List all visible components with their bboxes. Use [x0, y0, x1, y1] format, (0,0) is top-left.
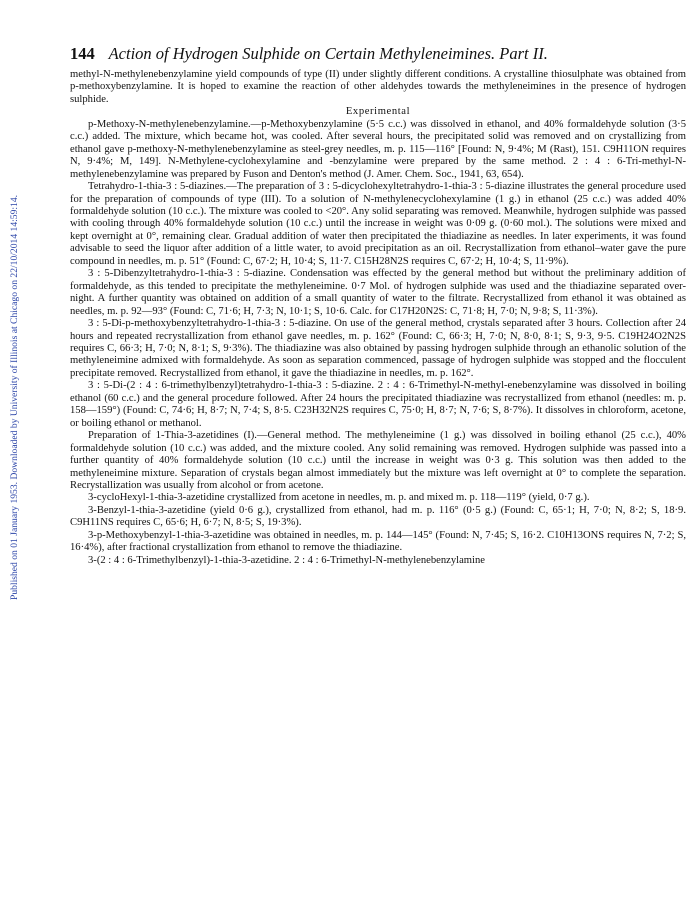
body-paragraph: p-Methoxy-N-methylenebenzylamine.—p-Methoxybenzylamine (5·5 c.c.) was dissolved in ethanol, and 40% formaldehyde solution (3·5 c.c.) added. The mixture, which became hot, was cooled. After several hours, the precipitated solid was removed and on crystallizing from ethanol gave p-methoxy-N-methylenebenzylamine as steel-grey needles, m. p. 115—116° [Found: N, 9·4%; M (Rast), 151. C9H11ON requires N, 9·4%; M, 149]. N-Methylene-cyclohexylamine and -benzylamine were prepared by the same method. 2 : 4 : 6-Tri-methyl-N-methylenebenzylamine was prepared by Fuson and Denton's method (J. Amer. Chem. Soc., 1941, 63, 654).	[70, 118, 686, 180]
download-watermark: Published on 01 January 1953. Downloaded by University of Illinois at Chicago on 22/10/2014 14:59:14.	[9, 194, 20, 600]
body-paragraph: 3-cycloHexyl-1-thia-3-azetidine crystallized from acetone in needles, m. p. and mixed m. p. 118—119° (yield, 0·7 g.).	[88, 492, 590, 504]
body-paragraph: 3 : 5-Dibenzyltetrahydro-1-thia-3 : 5-diazine. Condensation was effected by the general method but without the preliminary addition of formaldehyde, as this tended to precipitate the methyleneimine. 0·7 Mol. of hydrogen sulphide was used and the thiadiazine separated over-night. A further quantity was obtained on addition of a small quantity of water to the filtrate. Recrystallized from ethanol it was obtained as needles, m. p. 92—93° (Found: C, 71·6; H, 7·3; N, 10·1; S, 10·6. Calc. for C17H20N2S: C, 71·8; H, 7·0; N, 9·8; S, 11·3%).	[70, 268, 686, 317]
body-paragraph: 3-p-Methoxybenzyl-1-thia-3-azetidine was obtained in needles, m. p. 144—145° (Found: N, 7·45; S, 16·2. C10H13ONS requires N, 7·2; S, 16·4%), after fractional crystallization from ethanol to remove the thiadiazine.	[70, 529, 686, 554]
section-heading: Experimental	[345, 106, 411, 118]
body-paragraph: 3-(2 : 4 : 6-Trimethylbenzyl)-1-thia-3-azetidine. 2 : 4 : 6-Trimethyl-N-methylenebenzylamine	[88, 554, 485, 566]
page-number: 144	[70, 44, 95, 63]
article-body	[70, 69, 686, 567]
body-paragraph: 3 : 5-Di-(2 : 4 : 6-trimethylbenzyl)tetrahydro-1-thia-3 : 5-diazine. 2 : 4 : 6-Trimethyl-N-methyl-enebenzylamine was dissolved in boiling ethanol (60 c.c.) and the general procedure followed. After 24 hours the precipitated thiadiazine was recrystallized from ethanol (needles: m. p. 158—159°) (Found: C, 74·6; H, 8·7; N, 7·4; S, 8·5. C23H32N2S requires C, 75·0; H, 8·7; N, 7·6; S, 8·7%). It dissolves in chloroform, acetone, or boiling ethanol or methanol.	[70, 380, 686, 429]
article-page	[70, 44, 686, 567]
body-paragraph: Tetrahydro-1-thia-3 : 5-diazines.—The preparation of 3 : 5-dicyclohexyltetrahydro-1-thia-3 : 5-diazine illustrates the general procedure used for the preparation of compounds of type (III). To a solution of N-methylenecyclohexylamine (1 g.) in ethanol (25 c.c.) was added 40% formaldehyde solution (10 c.c.). The mixture was cooled to <20°. Any solid separating was removed. Meanwhile, hydrogen sulphide was passed with cooling through 40% formaldehyde solution (10 c.c.) until the increase in weight was 0·09 g. (0·60 mol.). The solutions were mixed and kept overnight at 0°, remaining clear. Gradual addition of water then precipitated the thiadiazine as needles. In later experiments, it was found advisable to seed the liquor after addition of a little water, to avoid precipitation as an oil. Recrystallization from ethanol–water gave the pure compound in needles, m. p. 51° (Found: C, 67·2; H, 10·4; S, 11·7. C15H28N2S requires C, 67·2; H, 10·4; S, 11·9%).	[70, 181, 686, 267]
body-paragraph: Preparation of 1-Thia-3-azetidines (I).—General method. The methyleneimine (1 g.) was dissolved in boiling ethanol (25 c.c.), 40% formaldehyde solution (10 c.c.) was added, and the mixture cooled. Any solid remaining was removed. Hydrogen sulphide was passed into a further quantity of 40% formaldehyde solution (10 c.c.) until the increase in weight was 0·3 g. This solution was then added to the methyleneimine mixture. Separation of crystals began almost immediately but the mixture was left overnight at 0° to complete the separation. Recrystallization was usually from alcohol or from acetone.	[70, 430, 686, 491]
page-header	[70, 44, 686, 64]
body-paragraph: 3-Benzyl-1-thia-3-azetidine (yield 0·6 g.), crystallized from ethanol, had m. p. 116° (0·5 g.) (Found: C, 65·1; H, 7·0; N, 8·2; S, 18·9. C9H11NS requires C, 65·6; H, 6·7; N, 8·5; S, 19·3%).	[70, 504, 686, 529]
body-paragraph: 3 : 5-Di-p-methoxybenzyltetrahydro-1-thia-3 : 5-diazine. On use of the general method, crystals separated after 3 hours. Collection after 24 hours and repeated recrystallization from ethanol gave needles, m. p. 162° (Found: C, 66·3; H, 7·0; N, 8·0, 8·1; S, 9·3, 9·5. C19H24O2N2S requires C, 66·3; H, 7·0; N, 8·1; S, 9·3%). The thiadiazine was also obtained by passing hydrogen sulphide through an ethanolic solution of the methyleneimine admixed with formaldehyde. As soon as separation commenced, passage of hydrogen sulphide was stopped and the flocculent precipitate removed. Recrystallized from ethanol, it gave the thiadiazine in needles, m. p. 162°.	[70, 318, 686, 379]
body-paragraph: methyl-N-methylenebenzylamine yield compounds of type (II) under slightly different conditions. A crystalline thiosulphate was obtained from p-methoxybenzylamine. It is hoped to examine the reaction of other aldehydes towards the methyleneimines in the presence of hydrogen sulphide.	[70, 69, 686, 105]
running-title: Action of Hydrogen Sulphide on Certain Methyleneimines. Part II.	[108, 44, 548, 63]
